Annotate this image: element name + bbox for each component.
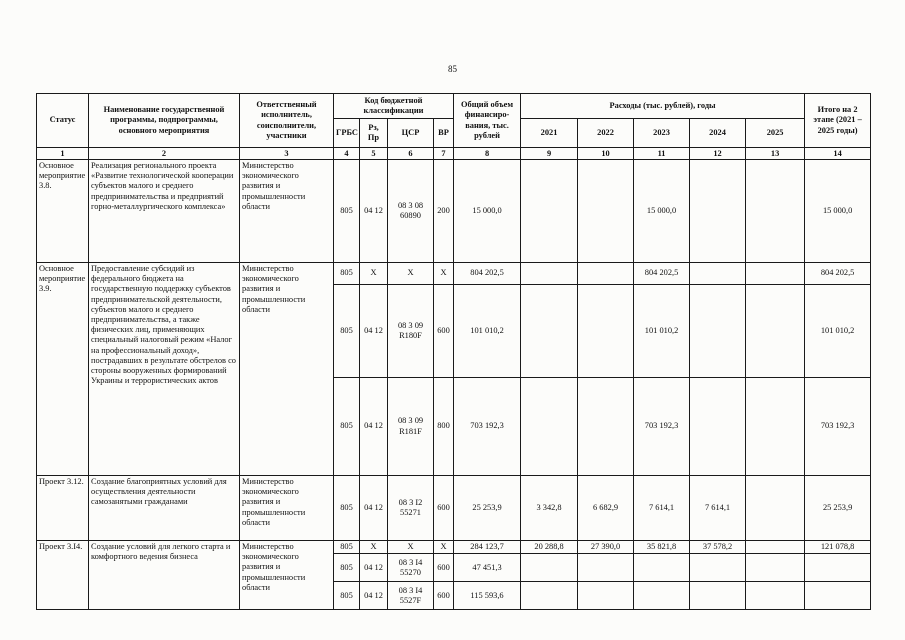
cell-rzpr: 04 12 bbox=[360, 378, 388, 476]
cell-2024: 7 614,1 bbox=[690, 476, 746, 541]
cell-2021: 20 288,8 bbox=[521, 541, 578, 554]
header-budget-code: Код бюджетной классификации bbox=[334, 94, 454, 119]
cell-2023: 7 614,1 bbox=[634, 476, 690, 541]
cell-rzpr: 04 12 bbox=[360, 285, 388, 378]
col-index: 10 bbox=[578, 148, 634, 160]
header-2021: 2021 bbox=[521, 119, 578, 148]
cell-2025 bbox=[746, 160, 805, 263]
cell-2022: 6 682,9 bbox=[578, 476, 634, 541]
cell-stage-total: 703 192,3 bbox=[805, 378, 871, 476]
cell-2021 bbox=[521, 582, 578, 610]
cell-2021 bbox=[521, 285, 578, 378]
cell-grbs: 805 bbox=[334, 476, 360, 541]
cell-grbs: 805 bbox=[334, 285, 360, 378]
cell-rzpr: 04 12 bbox=[360, 160, 388, 263]
cell-rzpr: X bbox=[360, 263, 388, 285]
cell-grbs: 805 bbox=[334, 160, 360, 263]
header-rzpr: Рз, Пр bbox=[360, 119, 388, 148]
cell-2024 bbox=[690, 582, 746, 610]
cell-vr: 600 bbox=[434, 476, 454, 541]
table-row bbox=[37, 541, 871, 554]
cell-vr: 600 bbox=[434, 285, 454, 378]
cell-2021 bbox=[521, 263, 578, 285]
row-status: Проект 3.12. bbox=[37, 476, 89, 541]
col-index: 5 bbox=[360, 148, 388, 160]
col-index: 12 bbox=[690, 148, 746, 160]
row-status: Проект 3.I4. bbox=[37, 541, 89, 610]
header-expenses: Расходы (тыс. рублей), годы bbox=[521, 94, 805, 119]
row-status: Основное мероприятие 3.8. bbox=[37, 160, 89, 263]
cell-stage-total: 121 078,8 bbox=[805, 541, 871, 554]
cell-2023: 703 192,3 bbox=[634, 378, 690, 476]
cell-2024: 37 578,2 bbox=[690, 541, 746, 554]
cell-2022: 27 390,0 bbox=[578, 541, 634, 554]
cell-2023 bbox=[634, 582, 690, 610]
header-csr: ЦСР bbox=[388, 119, 434, 148]
col-index: 4 bbox=[334, 148, 360, 160]
cell-rzpr: 04 12 bbox=[360, 554, 388, 582]
cell-stage-total: 101 010,2 bbox=[805, 285, 871, 378]
cell-vr: X bbox=[434, 263, 454, 285]
col-index: 11 bbox=[634, 148, 690, 160]
cell-vr: 600 bbox=[434, 582, 454, 610]
row-name: Создание благоприятных условий для осуществления деятельности самозанятыми гражданами bbox=[89, 476, 240, 541]
cell-vr: 800 bbox=[434, 378, 454, 476]
cell-stage-total: 15 000,0 bbox=[805, 160, 871, 263]
cell-2025 bbox=[746, 582, 805, 610]
cell-2022 bbox=[578, 582, 634, 610]
cell-total: 25 253,9 bbox=[454, 476, 521, 541]
header-status: Статус bbox=[37, 94, 89, 148]
col-index: 6 bbox=[388, 148, 434, 160]
cell-2021 bbox=[521, 378, 578, 476]
header-2024: 2024 bbox=[690, 119, 746, 148]
cell-rzpr: 04 12 bbox=[360, 476, 388, 541]
cell-rzpr: 04 12 bbox=[360, 582, 388, 610]
cell-csr: 08 3 I4 55270 bbox=[388, 554, 434, 582]
col-index: 1 bbox=[37, 148, 89, 160]
col-index: 9 bbox=[521, 148, 578, 160]
cell-2023 bbox=[634, 554, 690, 582]
cell-stage-total bbox=[805, 554, 871, 582]
cell-total: 284 123,7 bbox=[454, 541, 521, 554]
cell-total: 703 192,3 bbox=[454, 378, 521, 476]
cell-grbs: 805 bbox=[334, 554, 360, 582]
row-status: Основное мероприятие 3.9. bbox=[37, 263, 89, 476]
table-row bbox=[37, 160, 871, 263]
column-index-row bbox=[37, 148, 871, 160]
header-2022: 2022 bbox=[578, 119, 634, 148]
cell-csr: 08 3 09 R181F bbox=[388, 378, 434, 476]
cell-2025 bbox=[746, 554, 805, 582]
cell-2024 bbox=[690, 285, 746, 378]
cell-2024 bbox=[690, 160, 746, 263]
cell-2022 bbox=[578, 160, 634, 263]
cell-grbs: 805 bbox=[334, 263, 360, 285]
cell-grbs: 805 bbox=[334, 378, 360, 476]
cell-csr: 08 3 I4 5527F bbox=[388, 582, 434, 610]
cell-grbs: 805 bbox=[334, 541, 360, 554]
cell-2023: 101 010,2 bbox=[634, 285, 690, 378]
col-index: 3 bbox=[240, 148, 334, 160]
header-stage-total: Итого на 2 этапе (2021 – 2025 годы) bbox=[805, 94, 871, 148]
cell-csr: 08 3 08 60890 bbox=[388, 160, 434, 263]
cell-total: 47 451,3 bbox=[454, 554, 521, 582]
cell-2025 bbox=[746, 263, 805, 285]
table-row bbox=[37, 476, 871, 541]
cell-csr: 08 3 09 R180F bbox=[388, 285, 434, 378]
col-index: 14 bbox=[805, 148, 871, 160]
row-name: Реализация регионального проекта «Развитие технологической кооперации субъектов малого и среднего предпринимательства и предприятий горно-металлургического комплекса» bbox=[89, 160, 240, 263]
col-index: 7 bbox=[434, 148, 454, 160]
cell-vr: 600 bbox=[434, 554, 454, 582]
cell-total: 115 593,6 bbox=[454, 582, 521, 610]
cell-2021: 3 342,8 bbox=[521, 476, 578, 541]
cell-total: 101 010,2 bbox=[454, 285, 521, 378]
page-number: 85 bbox=[448, 64, 457, 74]
row-responsible: Министерство экономического развития и промышленности области bbox=[240, 476, 334, 541]
cell-2021 bbox=[521, 554, 578, 582]
header-2025: 2025 bbox=[746, 119, 805, 148]
header-responsible: Ответственный исполнитель, соисполнители, участники bbox=[240, 94, 334, 148]
cell-2021 bbox=[521, 160, 578, 263]
cell-2023: 15 000,0 bbox=[634, 160, 690, 263]
cell-2024 bbox=[690, 263, 746, 285]
header-grbs: ГРБС bbox=[334, 119, 360, 148]
header-2023: 2023 bbox=[634, 119, 690, 148]
col-index: 2 bbox=[89, 148, 240, 160]
cell-2025 bbox=[746, 476, 805, 541]
cell-stage-total: 25 253,9 bbox=[805, 476, 871, 541]
cell-2024 bbox=[690, 378, 746, 476]
cell-2025 bbox=[746, 378, 805, 476]
cell-stage-total: 804 202,5 bbox=[805, 263, 871, 285]
cell-2022 bbox=[578, 554, 634, 582]
col-index: 13 bbox=[746, 148, 805, 160]
cell-csr: X bbox=[388, 263, 434, 285]
header-total: Общий объем финансиро-вания, тыс. рублей bbox=[454, 94, 521, 148]
cell-2025 bbox=[746, 285, 805, 378]
cell-2024 bbox=[690, 554, 746, 582]
cell-2025 bbox=[746, 541, 805, 554]
cell-stage-total bbox=[805, 582, 871, 610]
row-responsible: Министерство экономического развития и промышленности области bbox=[240, 541, 334, 610]
cell-csr: 08 3 I2 55271 bbox=[388, 476, 434, 541]
cell-2023: 804 202,5 bbox=[634, 263, 690, 285]
cell-total: 15 000,0 bbox=[454, 160, 521, 263]
cell-grbs: 805 bbox=[334, 582, 360, 610]
cell-csr: X bbox=[388, 541, 434, 554]
table-row bbox=[37, 263, 871, 285]
row-responsible: Министерство экономического развития и промышленности области bbox=[240, 263, 334, 476]
row-name: Предоставление субсидий из федерального бюджета на государственную поддержку субъектов предпринимательской деятельности, субъектов малого и среднего предпринимательства, а также физических лиц, применяющих специальный налоговый режим «Налог на профессиональный доход», пострадавших в результате обстрелов со стороны вооруженных формирований Украины и террористических актов bbox=[89, 263, 240, 476]
cell-total: 804 202,5 bbox=[454, 263, 521, 285]
cell-2023: 35 821,8 bbox=[634, 541, 690, 554]
cell-2022 bbox=[578, 378, 634, 476]
row-name: Создание условий для легкого старта и комфортного ведения бизнеса bbox=[89, 541, 240, 610]
cell-vr: 200 bbox=[434, 160, 454, 263]
header-vr: ВР bbox=[434, 119, 454, 148]
cell-2022 bbox=[578, 263, 634, 285]
cell-2022 bbox=[578, 285, 634, 378]
cell-vr: X bbox=[434, 541, 454, 554]
row-responsible: Министерство экономического развития и промышленности области bbox=[240, 160, 334, 263]
cell-rzpr: X bbox=[360, 541, 388, 554]
budget-table bbox=[36, 93, 871, 610]
header-name: Наименование государственной программы, подпрограммы, основного мероприятия bbox=[89, 94, 240, 148]
col-index: 8 bbox=[454, 148, 521, 160]
